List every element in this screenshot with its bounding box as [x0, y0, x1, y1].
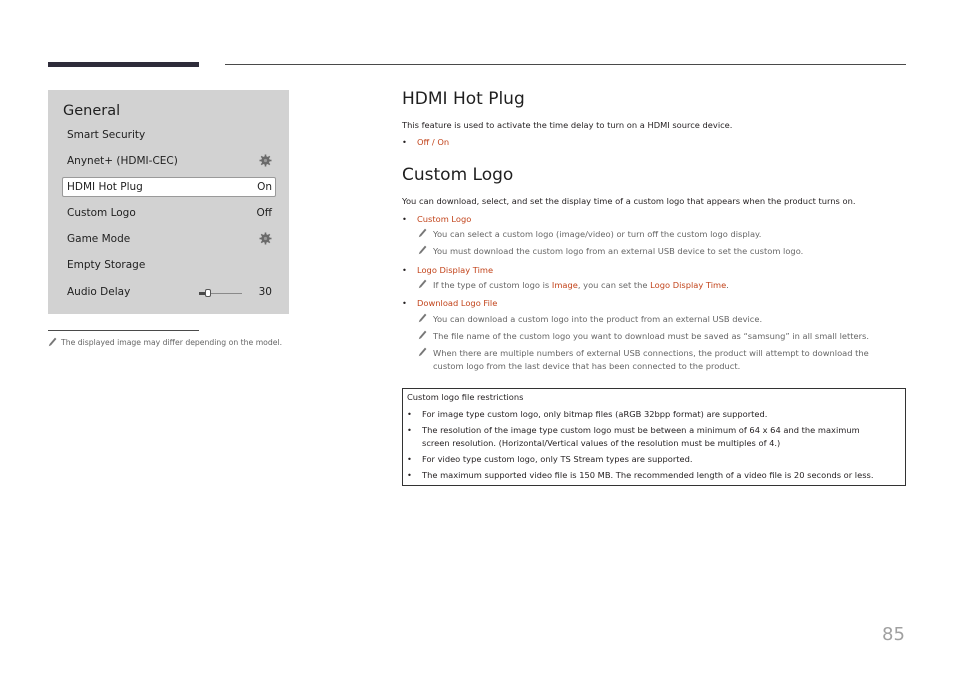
- audio-delay-slider-handle[interactable]: [205, 289, 211, 297]
- note-text: When there are multiple numbers of external USB connections, the product will attempt to download the: [433, 348, 869, 358]
- note-text-part: .: [726, 280, 729, 290]
- note-text: You can select a custom logo (image/video) or turn off the custom logo display.: [433, 229, 762, 239]
- menu-item-game-mode[interactable]: [62, 229, 276, 249]
- note-text-part: , you can set the: [577, 280, 651, 290]
- restrictions-box: [402, 388, 906, 486]
- menu-item-label: Audio Delay: [67, 286, 131, 298]
- custom-logo-description: You can download, select, and set the display time of a custom logo that appears when the product turns on.: [402, 196, 856, 206]
- menu-item-empty-storage[interactable]: [62, 255, 276, 275]
- menu-item-label: HDMI Hot Plug: [67, 181, 143, 193]
- note-text: You must download the custom logo from an external USB device to set the custom logo.: [433, 246, 804, 256]
- note-text: [433, 279, 729, 292]
- note-pencil-icon: [418, 313, 427, 323]
- menu-item-audio-delay[interactable]: [62, 282, 276, 302]
- gear-icon: [259, 232, 272, 245]
- note-pencil-icon: [418, 347, 427, 357]
- restrictions-title: Custom logo file restrictions: [407, 392, 524, 402]
- menu-item-label: Game Mode: [67, 233, 131, 245]
- section-title-hdmi-hot-plug: HDMI Hot Plug: [402, 89, 525, 109]
- bullet-dot: •: [407, 454, 412, 464]
- note-highlight-logo-display-time: Logo Display Time: [650, 280, 727, 290]
- menu-item-label: Empty Storage: [67, 259, 146, 271]
- note-pencil-icon: [418, 279, 427, 289]
- hdmi-options: Off / On: [417, 137, 450, 147]
- restriction-text: screen resolution. (Horizontal/Vertical values of the resolution must be multiples of 4.): [422, 438, 781, 448]
- bullet-dot: •: [402, 265, 407, 275]
- bullet-dot: •: [402, 137, 407, 147]
- menu-item-custom-logo[interactable]: [62, 203, 276, 223]
- note-highlight-image: Image: [551, 280, 578, 290]
- bullet-dot: •: [402, 214, 407, 224]
- bullet-label: Download Logo File: [417, 298, 498, 308]
- restriction-text: The resolution of the image type custom logo must be between a minimum of 64 x 64 and the maximum: [422, 425, 860, 435]
- note-rule: [48, 330, 199, 331]
- menu-title: General: [63, 103, 121, 119]
- note-pencil-icon: [418, 228, 427, 238]
- restriction-text: For video type custom logo, only TS Stream types are supported.: [422, 454, 693, 464]
- menu-item-value: Off: [256, 207, 272, 219]
- gear-icon: [259, 154, 272, 167]
- menu-item-smart-security[interactable]: [62, 125, 276, 145]
- menu-panel: [48, 90, 289, 314]
- bullet-dot: •: [402, 298, 407, 308]
- menu-item-anynet[interactable]: [62, 151, 276, 171]
- header-rule-thick: [48, 62, 199, 67]
- note-pencil-icon: [48, 337, 57, 347]
- menu-item-label: Anynet+ (HDMI-CEC): [67, 155, 178, 167]
- bullet-dot: •: [407, 425, 412, 435]
- note-text: The file name of the custom logo you want to download must be saved as “samsung” in all small letters.: [433, 331, 869, 341]
- bullet-label: Logo Display Time: [417, 265, 494, 275]
- bullet-dot: •: [407, 409, 412, 419]
- menu-item-label: Custom Logo: [67, 207, 136, 219]
- menu-item-value: 30: [258, 286, 272, 298]
- note-text: You can download a custom logo into the product from an external USB device.: [433, 314, 763, 324]
- note-text: custom logo from the last device that has been connected to the product.: [433, 361, 741, 371]
- menu-item-value: On: [257, 181, 272, 193]
- restriction-text: For image type custom logo, only bitmap files (aRGB 32bpp format) are supported.: [422, 409, 768, 419]
- menu-item-label: Smart Security: [67, 129, 146, 141]
- restriction-text: The maximum supported video file is 150 MB. The recommended length of a video file is 20 seconds or less.: [422, 470, 874, 480]
- page-number: 85: [882, 624, 905, 645]
- note-pencil-icon: [418, 330, 427, 340]
- section-title-custom-logo: Custom Logo: [402, 165, 514, 185]
- note-text-part: If the type of custom logo is: [433, 280, 552, 290]
- hdmi-description: This feature is used to activate the time delay to turn on a HDMI source device.: [402, 120, 733, 130]
- menu-item-hdmi-hot-plug[interactable]: [62, 177, 276, 197]
- note-pencil-icon: [418, 245, 427, 255]
- bullet-label: Custom Logo: [417, 214, 472, 224]
- side-note: The displayed image may differ depending on the model.: [61, 338, 283, 347]
- header-rule-thin: [225, 64, 906, 65]
- bullet-dot: •: [407, 470, 412, 480]
